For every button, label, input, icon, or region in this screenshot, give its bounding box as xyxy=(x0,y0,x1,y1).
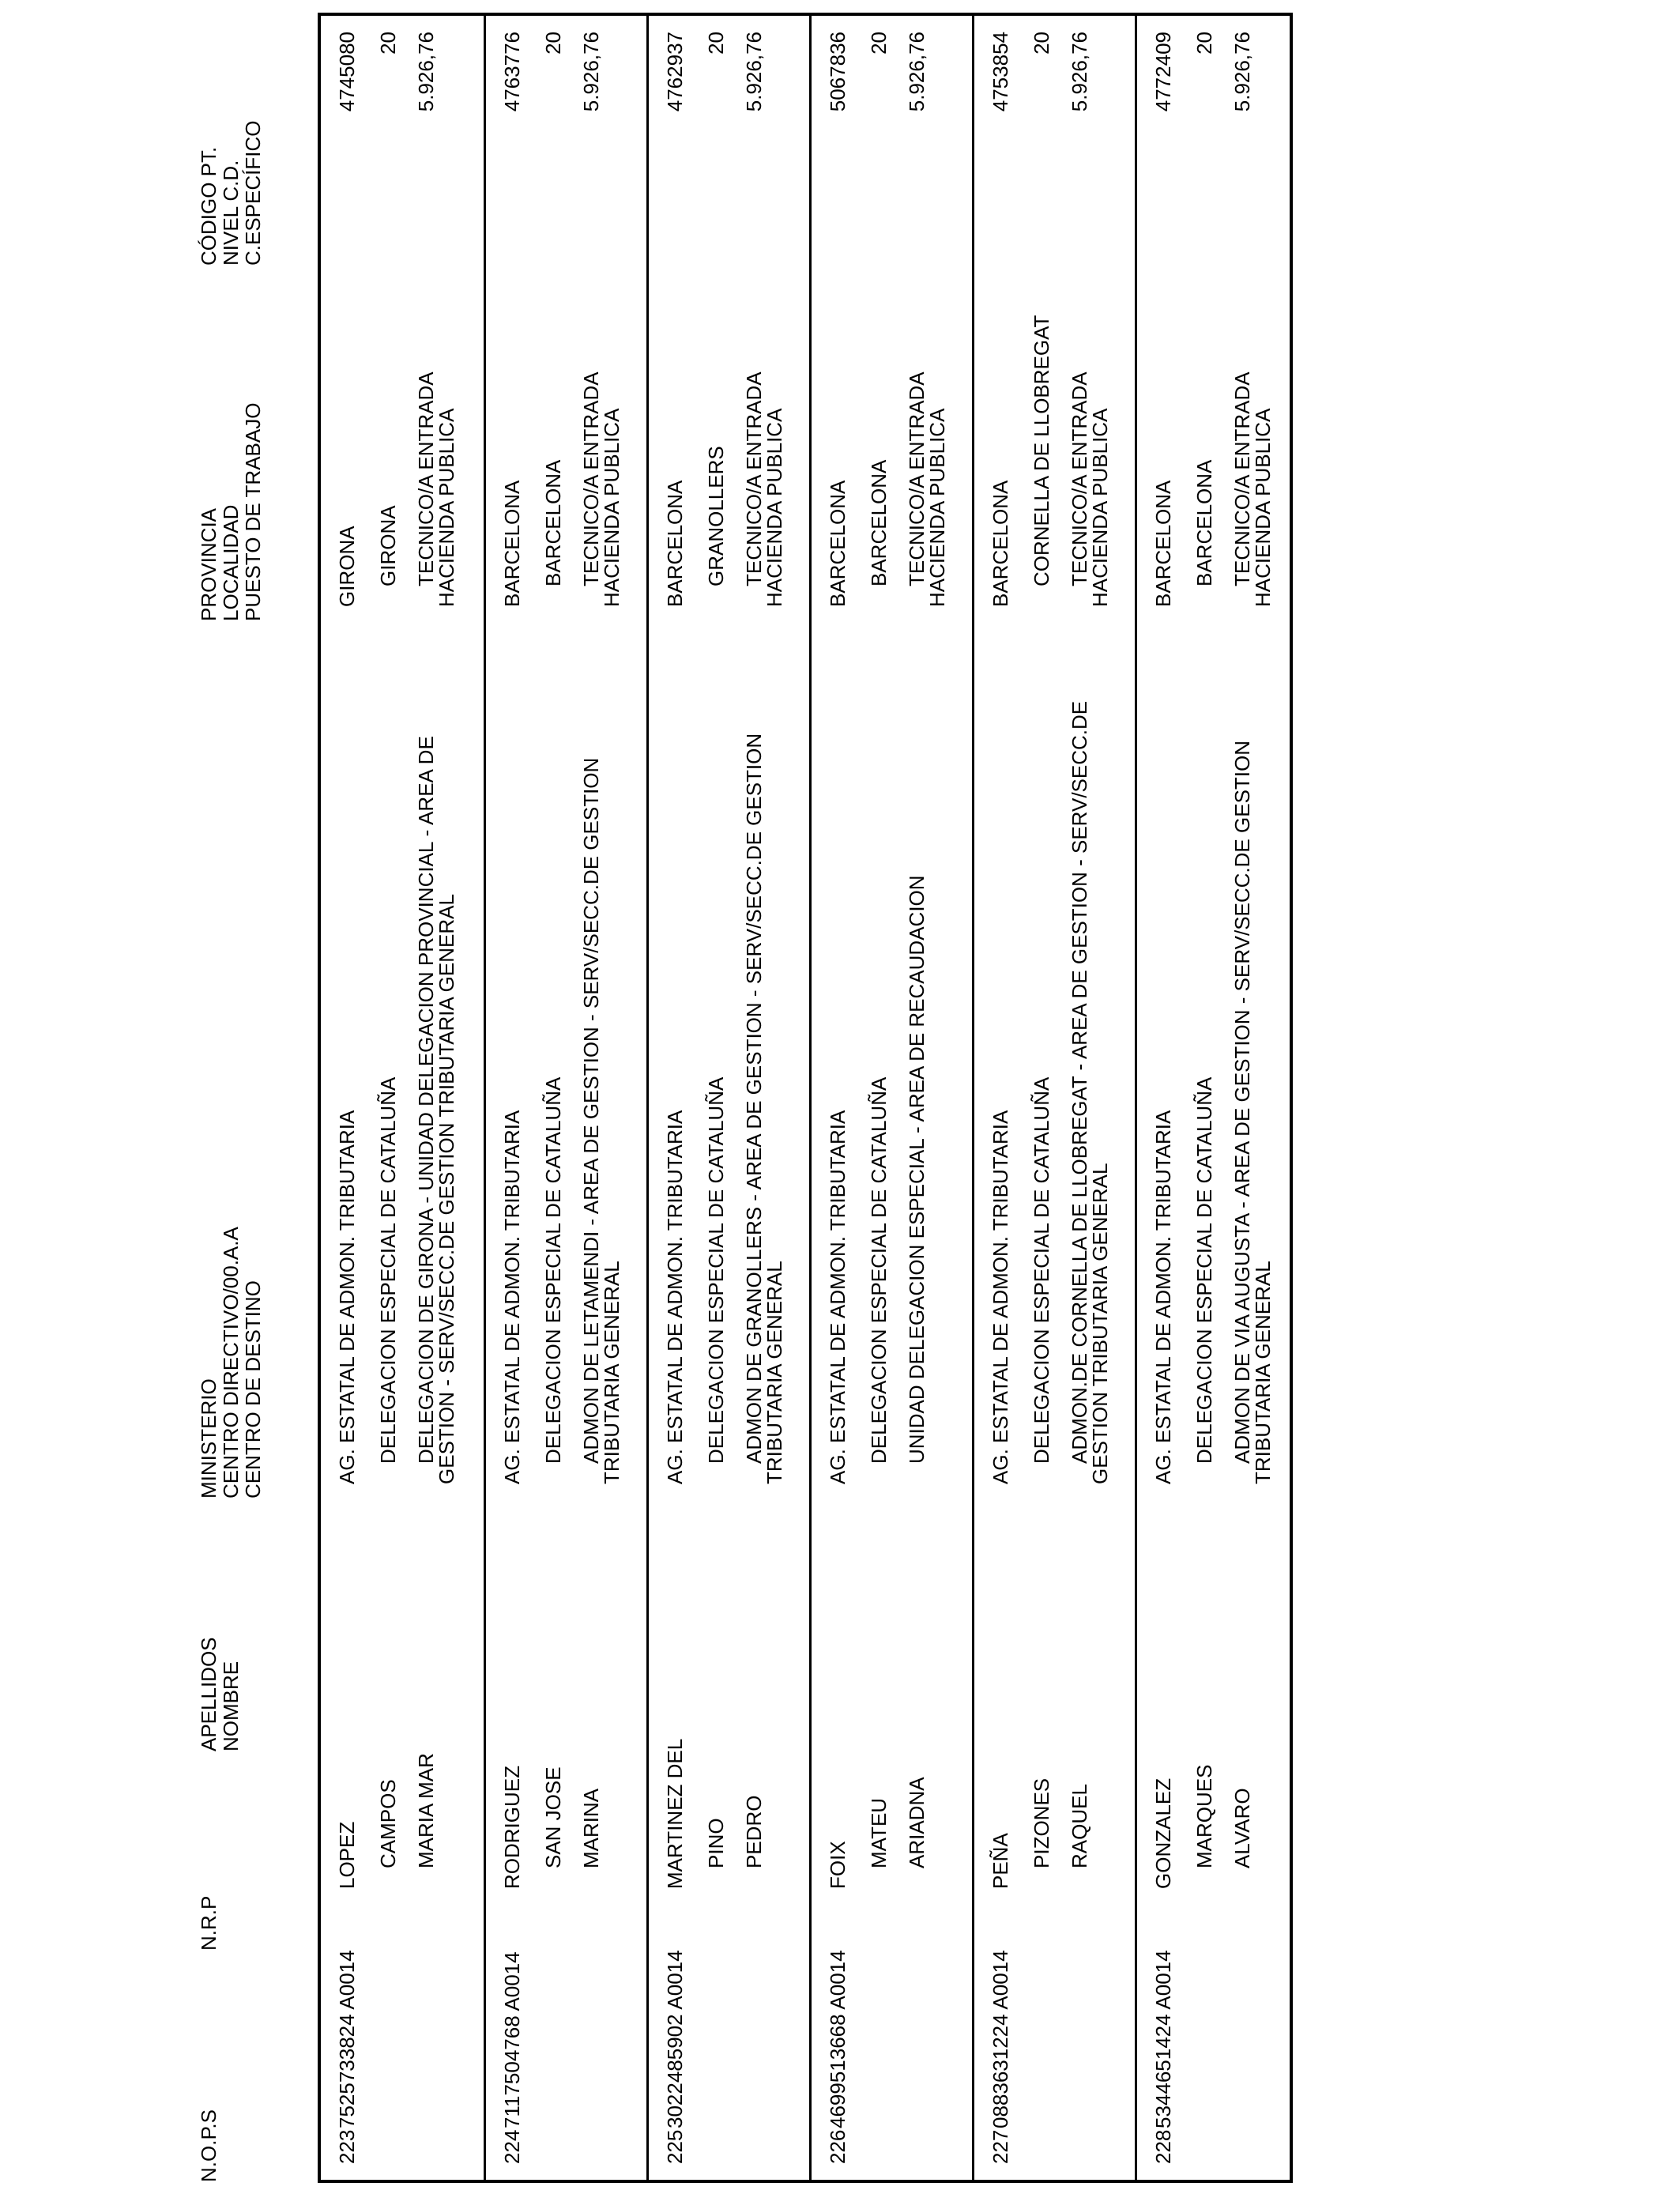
nivel-cell: 20 xyxy=(1030,32,1053,55)
nops-cell: 225 xyxy=(663,2129,687,2164)
header-especifico-label: C.ESPECÍFICO xyxy=(241,120,265,266)
centro-directivo-cell: DELEGACION ESPECIAL DE CATALUÑA xyxy=(541,1076,565,1464)
nops-cell: 228 xyxy=(1151,2129,1175,2164)
nrp-cell: 7525733824 A0014 xyxy=(335,1950,359,2128)
puesto-cell: TECNICO/A ENTRADA HACIENDA PUBLICA xyxy=(1230,372,1275,607)
especifico-cell: 5.926,76 xyxy=(579,32,603,112)
nivel-cell: 20 xyxy=(376,32,400,55)
header-nrp-label: N.R.P xyxy=(197,1895,220,1951)
ministerio-cell: AG. ESTATAL DE ADMON. TRIBUTARIA xyxy=(826,1110,849,1484)
records-table xyxy=(318,13,1293,2183)
header-provincia-label: PROVINCIA xyxy=(197,507,220,621)
localidad-cell: CORNELLA DE LLOBREGAT xyxy=(1030,315,1053,586)
localidad-cell: GRANOLLERS xyxy=(704,446,728,586)
nops-cell: 224 xyxy=(500,2129,524,2164)
apellido1-cell: RODRIGUEZ xyxy=(500,1766,524,1889)
nombre-cell: ALVARO xyxy=(1230,1788,1254,1868)
especifico-cell: 5.926,76 xyxy=(1068,32,1091,112)
apellido1-cell: GONZALEZ xyxy=(1151,1777,1175,1889)
localidad-cell: BARCELONA xyxy=(867,459,891,586)
codigo-cell: 5067836 xyxy=(826,32,849,112)
especifico-cell: 5.926,76 xyxy=(1230,32,1254,112)
ministerio-cell: AG. ESTATAL DE ADMON. TRIBUTARIA xyxy=(500,1110,524,1484)
codigo-cell: 4745080 xyxy=(335,32,359,112)
apellido1-cell: PEÑA xyxy=(989,1833,1012,1889)
provincia-cell: BARCELONA xyxy=(500,480,524,607)
apellido2-cell: PIZONES xyxy=(1030,1777,1053,1868)
centro-destino-cell: ADMON DE LETAMENDI - AREA DE GESTION - SERV/SECC.DE GESTION TRIBUTARIA GENERAL xyxy=(579,757,623,1484)
nrp-cell: 0883631224 A0014 xyxy=(989,1950,1012,2128)
nivel-cell: 20 xyxy=(541,32,565,55)
nops-cell: 227 xyxy=(989,2129,1012,2164)
especifico-cell: 5.926,76 xyxy=(414,32,438,112)
ministerio-cell: AG. ESTATAL DE ADMON. TRIBUTARIA xyxy=(335,1110,359,1484)
header-nombre-label: NOMBRE xyxy=(219,1661,243,1751)
nivel-cell: 20 xyxy=(704,32,728,55)
ministerio-cell: AG. ESTATAL DE ADMON. TRIBUTARIA xyxy=(663,1110,687,1484)
localidad-cell: BARCELONA xyxy=(1192,459,1216,586)
centro-destino-cell: ADMON DE GRANOLLERS - AREA DE GESTION - SERV/SECC.DE GESTION TRIBUTARIA GENERAL xyxy=(742,733,786,1484)
nivel-cell: 20 xyxy=(1192,32,1216,55)
header-puesto-label: PUESTO DE TRABAJO xyxy=(241,402,265,621)
nombre-cell: ARIADNA xyxy=(905,1777,929,1868)
puesto-cell: TECNICO/A ENTRADA HACIENDA PUBLICA xyxy=(1068,372,1112,607)
header-centro-directivo-label: CENTRO DIRECTIVO/00.A.A xyxy=(219,1227,243,1498)
puesto-cell: TECNICO/A ENTRADA HACIENDA PUBLICA xyxy=(414,372,458,607)
provincia-cell: GIRONA xyxy=(335,526,359,607)
table-row xyxy=(972,16,1135,2180)
table-row xyxy=(484,16,646,2180)
apellido1-cell: FOIX xyxy=(826,1841,849,1889)
centro-directivo-cell: DELEGACION ESPECIAL DE CATALUÑA xyxy=(867,1076,891,1464)
especifico-cell: 5.926,76 xyxy=(742,32,766,112)
provincia-cell: BARCELONA xyxy=(663,480,687,607)
nombre-cell: RAQUEL xyxy=(1068,1784,1091,1868)
puesto-cell: TECNICO/A ENTRADA HACIENDA PUBLICA xyxy=(905,372,949,607)
codigo-cell: 4762937 xyxy=(663,32,687,112)
ministerio-cell: AG. ESTATAL DE ADMON. TRIBUTARIA xyxy=(989,1110,1012,1484)
table-row xyxy=(1135,16,1298,2180)
localidad-cell: GIRONA xyxy=(376,505,400,586)
centro-destino-cell: DELEGACION DE GIRONA - UNIDAD DELEGACION PROVINCIAL - AREA DE GESTION - SERV/SECC.DE GESTION TRIBUTARIA GENERAL xyxy=(414,736,458,1484)
provincia-cell: BARCELONA xyxy=(1151,480,1175,607)
header-apellidos-label: APELLIDOS xyxy=(197,1637,220,1751)
table-row xyxy=(809,16,972,2180)
centro-directivo-cell: DELEGACION ESPECIAL DE CATALUÑA xyxy=(376,1076,400,1464)
centro-destino-cell: ADMON DE VIA AUGUSTA - AREA DE GESTION - SERV/SECC.DE GESTION TRIBUTARIA GENERAL xyxy=(1230,740,1275,1484)
header-centro-destino-label: CENTRO DE DESTINO xyxy=(241,1280,265,1498)
apellido1-cell: LOPEZ xyxy=(335,1821,359,1889)
centro-destino-cell: ADMON.DE CORNELLA DE LLOBREGAT - AREA DE GESTION - SERV/SECC.DE GESTION TRIBUTARIA GENERAL xyxy=(1068,700,1112,1484)
header-ministerio-label: MINISTERIO xyxy=(197,1378,220,1498)
nrp-cell: 7117504768 A0014 xyxy=(500,1951,524,2128)
nrp-cell: 3022485902 A0014 xyxy=(663,1950,687,2128)
nrp-cell: 4699513668 A0014 xyxy=(826,1950,849,2128)
nombre-cell: PEDRO xyxy=(742,1795,766,1868)
table-row xyxy=(646,16,809,2180)
apellido2-cell: SAN JOSE xyxy=(541,1766,565,1868)
especifico-cell: 5.926,76 xyxy=(905,32,929,112)
codigo-cell: 4753854 xyxy=(989,32,1012,112)
header-localidad-label: LOCALIDAD xyxy=(219,504,243,621)
codigo-cell: 4772409 xyxy=(1151,32,1175,112)
centro-directivo-cell: DELEGACION ESPECIAL DE CATALUÑA xyxy=(704,1076,728,1464)
nivel-cell: 20 xyxy=(867,32,891,55)
header-nivel-label: NIVEL C.D. xyxy=(219,160,243,266)
apellido1-cell: MARTINEZ DEL xyxy=(663,1738,687,1889)
provincia-cell: BARCELONA xyxy=(826,480,849,607)
apellido2-cell: MARQUES xyxy=(1192,1764,1216,1868)
puesto-cell: TECNICO/A ENTRADA HACIENDA PUBLICA xyxy=(742,372,786,607)
apellido2-cell: PINO xyxy=(704,1818,728,1868)
nops-cell: 223 xyxy=(335,2129,359,2164)
localidad-cell: BARCELONA xyxy=(541,459,565,586)
apellido2-cell: MATEU xyxy=(867,1797,891,1868)
centro-directivo-cell: DELEGACION ESPECIAL DE CATALUÑA xyxy=(1192,1076,1216,1464)
header-codigo-label: CÓDIGO PT. xyxy=(197,146,220,266)
codigo-cell: 4763776 xyxy=(500,32,524,112)
centro-directivo-cell: DELEGACION ESPECIAL DE CATALUÑA xyxy=(1030,1076,1053,1464)
table-row xyxy=(321,16,484,2180)
nops-cell: 226 xyxy=(826,2129,849,2164)
nombre-cell: MARINA xyxy=(579,1788,603,1868)
centro-destino-cell: UNIDAD DELEGACION ESPECIAL - AREA DE RECAUDACION xyxy=(905,875,929,1464)
header-nops-label: N.O.P.S xyxy=(197,2109,220,2182)
nombre-cell: MARIA MAR xyxy=(414,1753,438,1868)
provincia-cell: BARCELONA xyxy=(989,480,1012,607)
apellido2-cell: CAMPOS xyxy=(376,1779,400,1868)
nrp-cell: 5344651424 A0014 xyxy=(1151,1950,1175,2128)
puesto-cell: TECNICO/A ENTRADA HACIENDA PUBLICA xyxy=(579,372,623,607)
ministerio-cell: AG. ESTATAL DE ADMON. TRIBUTARIA xyxy=(1151,1110,1175,1484)
